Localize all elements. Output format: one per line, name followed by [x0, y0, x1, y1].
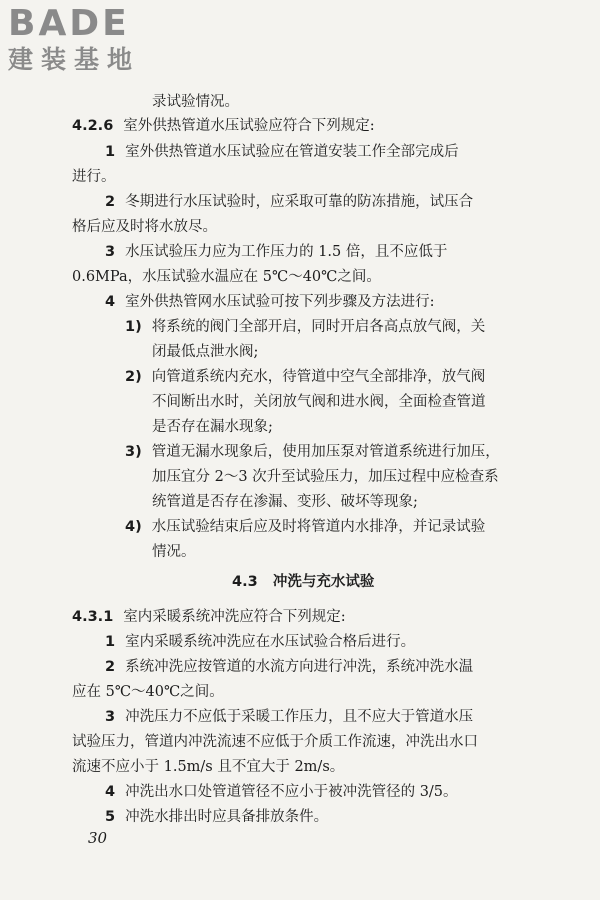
item-2-line-2: 格后应及时将水放尽。 — [72, 219, 217, 235]
item-4-line-1 — [105, 292, 434, 312]
item-number: 5 — [105, 809, 116, 825]
flush-item-2-line-1 — [105, 657, 473, 677]
item-text: 室内采暖系统冲洗应在水压试验合格后进行。 — [125, 634, 416, 650]
item-1-line-2: 进行。 — [72, 169, 116, 185]
continued-line: 录试验情况。 — [152, 94, 239, 110]
section-heading-4-3 — [232, 572, 374, 592]
step-text: 将系统的阀门全部开启，同时开启各高点放气阀，关 — [151, 319, 486, 335]
item-2-line-1 — [105, 192, 473, 212]
section-number: 4.3 — [232, 574, 258, 590]
page-number: 30 — [88, 829, 108, 847]
clause-number: 4.2.6 — [72, 118, 114, 134]
clause-4-3-1 — [72, 607, 346, 627]
flush-item-1 — [105, 632, 415, 652]
step-number: 3) — [125, 444, 142, 460]
item-text: 冲洗出水口处管道管径不应小于被冲洗管径的 3/5。 — [125, 784, 458, 800]
flush-item-2-line-2: 应在 5℃～40℃之间。 — [72, 684, 224, 700]
section-title: 冲洗与充水试验 — [272, 574, 375, 590]
step-2-line-2: 不间断出水时，关闭放气阀和进水阀，全面检查管道 — [152, 394, 486, 410]
item-number: 1 — [105, 144, 116, 160]
step-3-line-2: 加压宜分 2～3 次升至试验压力，加压过程中应检查系 — [152, 469, 499, 485]
item-number: 4 — [105, 784, 116, 800]
clause-number: 4.3.1 — [72, 609, 114, 625]
step-3-line-1 — [125, 442, 500, 462]
step-text: 管道无漏水现象后，使用加压泵对管道系统进行加压， — [151, 444, 500, 460]
clause-text: 室内采暖系统冲洗应符合下列规定: — [123, 609, 346, 625]
step-number: 1) — [125, 319, 142, 335]
logo-wordmark: BADE — [8, 3, 130, 44]
step-2-line-3: 是否存在漏水现象; — [152, 419, 273, 435]
item-3-line-2: 0.6MPa，水压试验水温应在 5℃～40℃之间。 — [72, 269, 381, 285]
step-2-line-1 — [125, 367, 485, 387]
item-number: 3 — [105, 709, 116, 725]
step-4-line-1 — [125, 517, 485, 537]
step-number: 4) — [125, 519, 142, 535]
item-text: 室外供热管网水压试验可按下列步骤及方法进行: — [125, 294, 435, 310]
item-text: 系统冲洗应按管道的水流方向进行冲洗，系统冲洗水温 — [125, 659, 474, 675]
step-3-line-3: 统管道是否存在渗漏、变形、破坏等现象; — [152, 494, 418, 510]
step-1-line-2: 闭最低点泄水阀; — [152, 344, 259, 360]
item-text: 冬期进行水压试验时，应采取可靠的防冻措施，试压合 — [125, 194, 474, 210]
item-text: 冲洗水排出时应具备排放条件。 — [125, 809, 329, 825]
clause-text: 室外供热管道水压试验应符合下列规定: — [123, 118, 375, 134]
step-text: 水压试验结束后应及时将管道内水排净，并记录试验 — [151, 519, 486, 535]
item-text: 室外供热管道水压试验应在管道安装工作全部完成后 — [125, 144, 459, 160]
step-text: 向管道系统内充水，待管道中空气全部排净，放气阀 — [151, 369, 486, 385]
item-text: 冲洗压力不应低于采暖工作压力，且不应大于管道水压 — [125, 709, 474, 725]
flush-item-3-line-1 — [105, 707, 473, 727]
flush-item-3-line-3: 流速不应小于 1.5m/s 且不宜大于 2m/s。 — [72, 759, 345, 775]
step-4-line-2: 情况。 — [152, 544, 196, 560]
item-1-line-1 — [105, 142, 459, 162]
item-text: 水压试验压力应为工作压力的 1.5 倍，且不应低于 — [125, 244, 448, 260]
item-number: 4 — [105, 294, 116, 310]
flush-item-5 — [105, 807, 328, 827]
flush-item-4 — [105, 782, 458, 802]
item-number: 3 — [105, 244, 116, 260]
item-number: 2 — [105, 194, 116, 210]
logo-subtitle: 建装基地 — [8, 45, 141, 74]
item-3-line-1 — [105, 242, 447, 262]
clause-4-2-6 — [72, 116, 375, 136]
item-number: 2 — [105, 659, 116, 675]
flush-item-3-line-2: 试验压力，管道内冲洗流速不应低于介质工作流速，冲洗出水口 — [72, 734, 478, 750]
step-number: 2) — [125, 369, 142, 385]
step-1-line-1 — [125, 317, 485, 337]
item-number: 1 — [105, 634, 116, 650]
